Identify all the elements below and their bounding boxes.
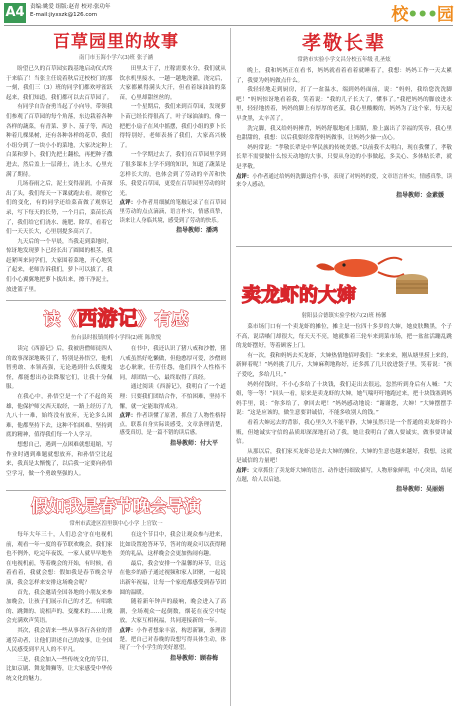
- article-byline: 常州市武进区湟里镇中心小学 上官钦一: [69, 521, 163, 527]
- paragraph: 三是，我会加入一些传统文化的节目，比如京剧、舞龙舞狮等，让大家感受中华传统文化的魅力。: [6, 656, 113, 682]
- article-column-right: [120, 531, 227, 685]
- paragraph: 通过阅读《西游记》，我明白了一个道理：只要我们团结合作，不怕困难，坚持不懈，就一定能取得成功。: [119, 384, 226, 410]
- brand-dots: •••: [407, 5, 437, 25]
- article-title: 孝敬长辈: [301, 32, 386, 54]
- article-longxia: [236, 250, 452, 706]
- article-column-left: [6, 345, 113, 479]
- brand-right: 园: [437, 5, 453, 25]
- article-chunwan: [6, 494, 226, 706]
- paragraph: 妈妈付钱时，不小心多给了十块钱，我们走出去很远，忽然听到身后有人喊：“大姐，等一等！”回头一看，原来是卖龙虾的大婶，她气喘吁吁地跑过来，把十块钱塞到妈妈手里，说：“你多给了，拿回去吧！”妈妈感动地说：“谢谢您，大婶！”大婶摆摆手说：“这是应该的，做生意要讲诚信，不能多收别人的钱。”: [236, 381, 452, 417]
- article-column-left: [6, 531, 113, 685]
- article-teacher: 指导教师：付大平: [169, 439, 218, 447]
- article-baicaoyuan: [6, 30, 226, 300]
- article-title: [6, 304, 226, 334]
- article-comment: 点评：小作者通过给妈妈洗脚这件小事，表现了对妈妈的爱，文章语言朴实，情感真挚，读来令人感动。: [236, 173, 452, 189]
- article-title-art: [236, 250, 452, 312]
- header-rule: [4, 25, 453, 26]
- article-separator: [6, 300, 226, 301]
- article-byline: 常熟市实验小学文昌分校五年级 孔圣炫: [297, 57, 391, 63]
- article-teacher: 指导教师：吴丽娟: [395, 486, 444, 494]
- paragraph: 想想自己，遇到一点困难就想退缩，写作业时遇到难题就想放弃，和孙悟空比起来，我真是太惭愧了，以后我一定要向孙悟空学习，做一个勇敢坚强的人。: [6, 441, 113, 477]
- paragraph: 我轻轻地走到厨房，打了一盆温水，端到妈妈面前，说：“妈妈，我给您洗洗脚吧！”妈妈惊讶地看着我，笑着说：“我的儿子长大了，懂事了。”我把妈妈的脚放进水里，轻轻地搓着，妈妈的脚上有厚厚的老茧，我心里酸酸的，妈妈为了这个家，每天起早贪黑，太辛苦了。: [236, 87, 452, 122]
- paragraph: 有一次，我和妈妈去买龙虾，大婶热情地招呼我们：“来来来，刚从塘里捞上来的，新鲜着呢！”妈妈挑了几斤，大婶麻利地称好，还多抓了几只放进袋子里，笑着说：“孩子爱吃，多给几只。”: [236, 352, 452, 378]
- title-part: 读《: [43, 310, 78, 330]
- article-column-right: [120, 345, 227, 479]
- title-part: 》有感: [137, 310, 189, 330]
- page-code: A4: [4, 3, 26, 23]
- article-title: 百草园里的故事: [53, 32, 179, 52]
- article-byline: 南门市玉海小学六(3)班 张子涵: [78, 55, 154, 61]
- article-column-right: [120, 65, 227, 295]
- article-title: 假如我是春节晚会导演: [31, 497, 201, 517]
- title-part: 西游记: [77, 306, 138, 330]
- article-body: [6, 531, 226, 685]
- paragraph: 晚上，我和妈妈正在看书，妈妈就看着看着就睡着了，我想：妈妈工作一天太累了，我要为妈妈做点什么。: [236, 68, 452, 84]
- paragraph: 随着新年钟声的敲响，晚会进入了高潮，全场观众一起倒数，烟花在夜空中绽放，大家互相祝福，共同迎接新的一年。: [119, 599, 226, 625]
- paragraph: 每年大年三十，人们总会守在电视机前，观看一年一度的春节联欢晚会，我们家也不例外，吃完年夜饭，一家人就早早地坐在电视机前，等着晚会的开始，有时候，看着看着，我就会想：假如我是春节晚会导演，我会怎样来安排这场晚会呢？: [6, 532, 113, 586]
- paragraph: 几场春雨之后，泥土变得湿润，小苗探出了头，我们每天一下课就跑去看，观察它们的变化，有的同学还给菜苗做了观察记录，写下每天的长势，一个月后，菜苗长高了，我们给它们浇水、施肥、除草，看着它们一天天长大，心里别提多高兴了。: [6, 181, 113, 236]
- paragraph: 菜市场门口有一个卖龙虾的摊位，摊主是一位四十多岁的大婶，她皮肤黝黑，个子不高，说话嗓门却很大，每天天不亮，她就推着三轮车来到菜市场，把一盆盆活蹦乱跳的龙虾摆好，等着顾客上门。: [236, 324, 452, 350]
- paragraph: 妈妈常说：“孝敬长辈是中华民族的传统美德。”以前我不太明白，现在我懂了，孝敬长辈不需要做什么惊天动地的大事，只要从身边的小事做起，多关心、多体贴长辈，就是孝敬。: [236, 144, 452, 170]
- paragraph: 一个星期后，我们来到百草园，发现萝卜苗已经长得很高了，叶子绿油油的，像一把把小扇子在风中摇摆，我们小组的萝卜长得特别好，老师表扬了我们，大家高兴极了。: [119, 104, 226, 149]
- lobster-icon: [316, 258, 404, 277]
- article-xiyouji: [6, 304, 226, 490]
- article-comment: 点评：文章抓住了卖龙虾大婶的语言、动作进行细致描写，人物形象鲜明，中心突出，结尾点题，给人以启迪。: [236, 467, 452, 483]
- paragraph: 有同学自告奋勇当起了小向导，带领我们参观了百草园的每个角落，东边栽着各种各样的蔬菜，有青菜、萝卜、茄子等，西边种着几棵果树，还有各种各样的花草，我们小组分到了一块小小的菜地，大家决定种上白菜和萝卜，我们先把土翻松，再把种子撒进去，然后盖上一层薄土，浇上水，心里充满了期待。: [6, 104, 113, 178]
- article-separator: [236, 246, 452, 247]
- paragraph: 在这个节目中，我会让观众参与进来，比如设置抢答环节，答对的观众可以获得精美的礼品，这样晚会会更加热闹有趣。: [119, 532, 226, 558]
- article-body: [6, 345, 226, 479]
- paragraph: 看着大婶远去的背影，我心里久久不能平静，大婶虽然只是一个普通的卖龙虾的小贩，但她诚实守信的品质却深深地打动了我，她让我明白了做人要诚实，做事要讲诚信。: [236, 419, 452, 446]
- masthead: [30, 3, 111, 19]
- article-comment: 点评：小作者想象丰富，构思新颖，条理清楚，把自己对春晚的设想写得具体生动，体现了一个小学生的美好愿望。: [119, 627, 226, 652]
- article-xiaojing: [236, 30, 452, 244]
- section-brand: [391, 0, 453, 25]
- paragraph: 在我心中，孙悟空是一个了不起的英雄，他保护师父西天取经，一路上经历了九九八十一难，始终没有放弃，无论多么困难，他都坚持下去，这种不怕困难、坚持到底的精神，值得我们每一个人学习。: [6, 393, 113, 439]
- paragraph: 九天后的一个早晨，当我走到菜地时，惊讶地发现萝卜已经长出了圆圆的根茎，我赶紧叫来同学们，大家围着菜地，开心地笑了起来，老师告诉我们，萝卜可以拔了，我们小心翼翼地把萝卜拔出来，擦干净泥土，放进篮子里。: [6, 238, 113, 293]
- article-teacher: 指导教师：顾春梅: [169, 654, 218, 662]
- paragraph: 从那以后，我们家买龙虾总是去大婶的摊位，大婶的生意也越来越好，我想，这就是诚信的力量吧！: [236, 448, 452, 465]
- brand-left: 校: [391, 5, 408, 25]
- paragraph: 在书中，我还认识了猪八戒和沙僧，猪八戒虽然好吃懒做，但他憨厚可爱，沙僧则忠心耿耿，任劳任怨，他们四个人性格不同，却团结一心，最终取得了真经。: [119, 346, 226, 381]
- article-column-left: [6, 65, 113, 295]
- article-byline: 鱼台县时报镇尚桥小学四(2)班 陈欣悦: [70, 335, 162, 341]
- paragraph: 首先，我会邀请全国各地的小朋友来参加晚会，让孩子们展示自己的才艺，有唱歌的、跳舞的、说相声的、变魔术的……让晚会充满欢声笑语。: [6, 589, 113, 625]
- article-body: [6, 65, 226, 295]
- article-teacher: 指导教师：金素媛: [395, 191, 444, 199]
- article-byline: 射阳县合德镇实验学校六(2)班 杨馨: [301, 313, 387, 319]
- paragraph: 其次，我会请来一些从事各行各业的普通劳动者，让他们讲述自己的故事，让全国人民感受到平凡人的不平凡。: [6, 627, 113, 654]
- paragraph: 最后，我会安排一个温馨的环节，让远在他乡的游子通过视频和家人团聚，一起说出新年祝福，让每一个家庭都感受到春节团圆的温暖。: [119, 560, 226, 596]
- editors-line: 责编:姚爱 组版:赵青 校对:张功年: [30, 4, 111, 10]
- article-title: 卖龙虾的大婶: [242, 284, 357, 306]
- paragraph: 田里太干了，庄稼需要水分，我们就从饮水机里接水，一趟一趟地浇灌，浇完后，大家都累得满头大汗，但看着绿油油的菜苗，心里却甜丝丝的。: [119, 66, 226, 101]
- article-comment: 点评：小作者用细腻的笔触记录了在百草园里劳动的点点滴滴，语言朴实，情感真挚，读来让人身临其境，感受到了劳动的快乐。: [119, 200, 226, 224]
- article-separator: [6, 490, 226, 491]
- paragraph: 读完《西游记》后，我被唐僧师徒四人的故事深深地吸引了，特别是孙悟空，他机智勇敢、本领高强，无论遇到什么妖魔鬼怪，都能想出办法降服它们，让我十分佩服。: [6, 346, 113, 391]
- email-line[interactable]: E-mail:jiyxszk@126.com: [30, 12, 98, 18]
- column-divider: [230, 28, 231, 706]
- paragraph: 盼望已久的百草园实践基地启动仪式终于来临了！当张主任说着秋后迁校校门的那一刻，我们三（3）班的同学们都欢呼雀跃起来，我们知道，我们都可以去百草园了。: [6, 66, 113, 101]
- paragraph: 一个学期过去了，我们在百草园里学到了很多课本上学不到的知识，知道了蔬菜是怎样长大的，也体会到了劳动的辛苦和快乐，我爱百草园，更爱在百草园里劳动的时光。: [119, 152, 226, 197]
- paragraph: 洗完脚，我又给妈妈捶背，妈妈舒服地闭上眼睛，脸上露出了幸福的笑容，我心里也甜甜的，我想：以后我要经常帮妈妈做事，让妈妈少操一点心。: [236, 125, 452, 142]
- basket-icon: [396, 274, 428, 294]
- article-comment: 点评：作者读懂了原著，抓住了人物性格特点，联系自身实际谈感受，文章条理清楚，感受真切，是一篇不错的读后感。: [119, 413, 226, 437]
- article-teacher: 指导教师：潘鸿: [175, 227, 218, 235]
